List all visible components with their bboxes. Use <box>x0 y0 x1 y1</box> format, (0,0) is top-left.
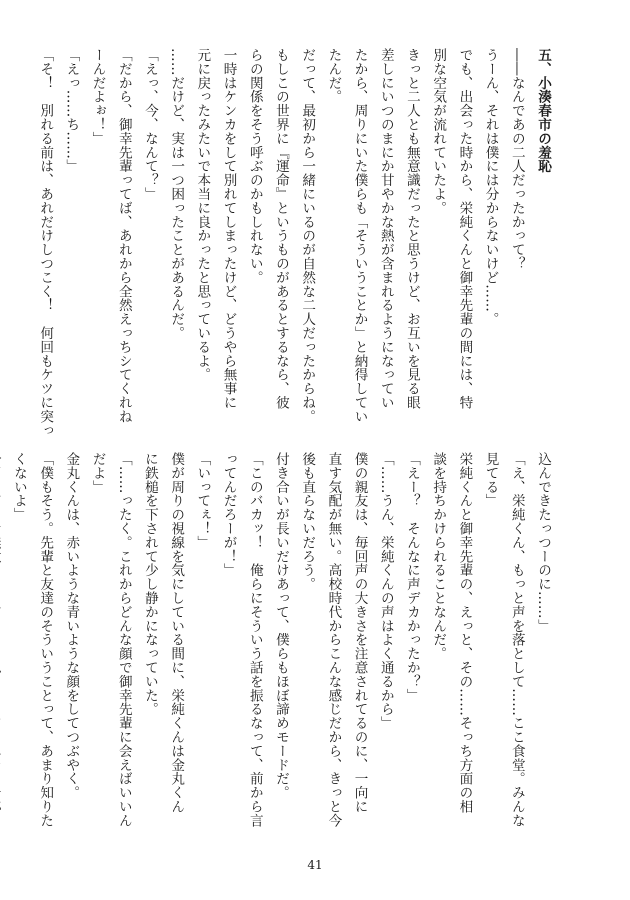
text-line: 別な空気が流れていたよ。 <box>430 48 447 215</box>
text-line: 「だから、御幸先輩ってば、あれから全然えっちシてくれね <box>115 48 132 424</box>
upper-text-block <box>37 48 556 440</box>
text-line: 「僕もそう。先輩と友達のそういうことって、あまり知りた <box>37 452 54 828</box>
page-number: 41 <box>307 858 323 872</box>
text-line: 「えー？ そんなに声デカかったか？」 <box>403 452 420 703</box>
text-line: らの関係をそう呼ぶのかもしれない。 <box>246 48 263 285</box>
text-line: でも、出会った時から、栄純くんと御幸先輩の間には、特 <box>456 48 473 410</box>
text-line: 差しにいつのまにか甘やかな熱が含まれるようになってい <box>377 48 394 410</box>
text-line: ――なんであの二人だったかって？ <box>508 48 525 271</box>
text-line: 栄純くんと御幸先輩の、えっと、その……そっち方面の相 <box>456 452 473 814</box>
text-line: 「このバカッ！ 俺らにそういう話を振るなって、前から言 <box>246 452 263 828</box>
text-line: 一時はケンカをして別れてしまったけど、どうやら無事に <box>220 48 237 410</box>
text-line: 「……うん、栄純くんの声はよく通るから」 <box>377 452 394 730</box>
text-line: だよ」 <box>89 452 106 494</box>
text-line: 「えっ……ち……」 <box>63 48 80 174</box>
text-line: 込んできたっつーのに……」 <box>535 452 551 633</box>
text-line: きっと二人とも無意識だったと思うけど、お互いを見る眼 <box>403 48 420 410</box>
text-line: もしこの世界に『運命』というものがあるとするなら、彼 <box>272 48 289 410</box>
text-line: に鉄槌を下されて少し静かになっていた。 <box>141 452 158 717</box>
text-line: ……だけど、実は一つ困ったことがあるんだ。 <box>168 48 185 340</box>
text-line: 「……ったく。これからどんな顔で御幸先輩に会えばいいん <box>115 452 132 828</box>
text-line <box>0 452 6 844</box>
chapter-title: 五、小湊春市の羞恥 <box>535 48 551 174</box>
lower-text-block <box>10 452 556 844</box>
text-line: たから、周りにいた僕らも「そういうことか」と納得してい <box>351 48 368 424</box>
text-line: 元に戻ったみたいで本当に良かったと思っているよ。 <box>194 48 211 382</box>
text-line: 「え、栄純くん、もっと声を落として……ここ食堂。みんな <box>508 452 525 828</box>
text-line: 僕の親友は、毎回声の大きさを注意されてるのに、一向に <box>351 452 368 814</box>
text-line: くないよ」 <box>10 452 27 522</box>
text-line: ってんだろーが！」 <box>220 452 237 578</box>
text-line: 付き合いが長いだけあって、僕らもほぼ諦めモードだ。 <box>272 452 289 800</box>
text-line: 後も直らないだろう。 <box>299 452 316 591</box>
text-line: 金丸くんは、赤いような青いような顔をしてつぶやく。 <box>63 452 80 800</box>
text-line: 「いってぇ！」 <box>194 452 211 550</box>
text-line: うーん、それは僕には分からないけど……。 <box>482 48 499 326</box>
text-line: 「そ！ 別れる前は、あれだけしつこく！ 何回もケツに突っ <box>37 48 54 438</box>
text-line: 見てる」 <box>482 452 499 508</box>
text-line: だって、最初から一緒にいるのが自然な二人だったからね。 <box>299 48 316 424</box>
text-line: ーんだよぉ！」 <box>89 48 106 146</box>
text-line: 「えっ、今、なんて？」 <box>141 48 158 201</box>
text-line: 僕が周りの視線を気にしている間に、栄純くんは金丸くん <box>168 452 185 814</box>
text-line: 談を持ちかけられることなんだ。 <box>430 452 447 661</box>
text-line: 直す気配が無い。高校時代からこんな感じだから、きっと今 <box>325 452 342 828</box>
text-line: たんだ。 <box>325 48 342 104</box>
